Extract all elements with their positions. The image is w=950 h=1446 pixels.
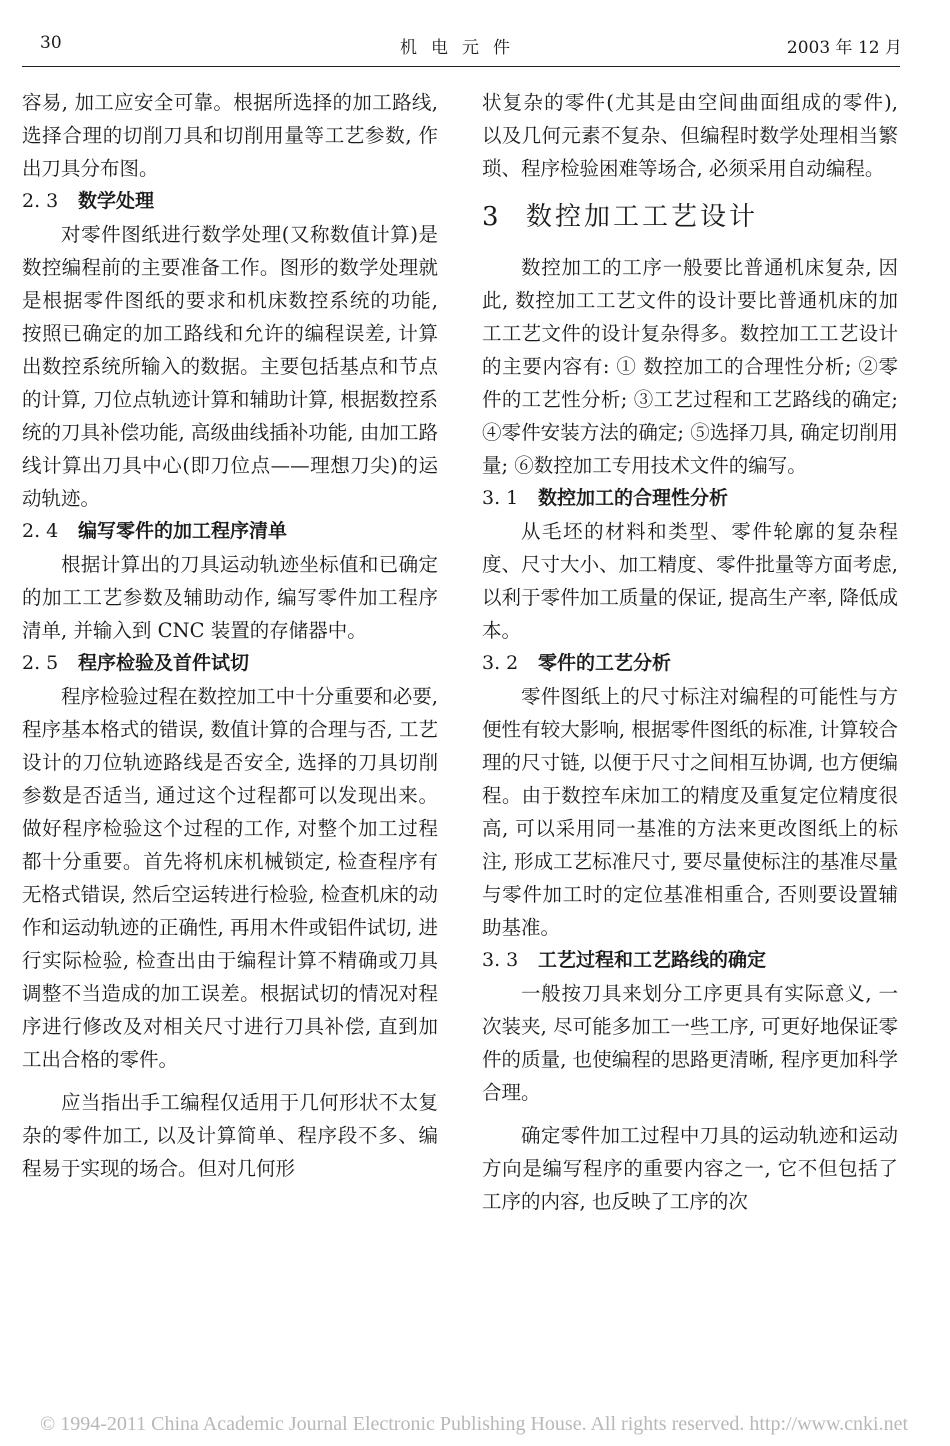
section-number: 2. 4 xyxy=(22,520,59,542)
section-number: 2. 3 xyxy=(22,190,59,212)
paragraph: 从毛坯的材料和类型、零件轮廓的复杂程度、尺寸大小、加工精度、零件批量等方面考虑, 以利于零件加工质量的保证, 提高生产率, 降低成本。 xyxy=(482,520,898,642)
right-column xyxy=(482,86,898,1218)
page-header xyxy=(22,33,902,63)
header-rule xyxy=(22,66,900,67)
paragraph: 应当指出手工编程仅适用于几何形状不太复杂的零件加工, 以及计算简单、程序段不多、编程易于实现的场合。但对几何形 xyxy=(22,1091,438,1180)
section-number: 3. 1 xyxy=(482,487,519,509)
section-title: 编写零件的加工程序清单 xyxy=(78,520,288,542)
paragraph: 状复杂的零件(尤其是由空间曲面组成的零件), 以及几何元素不复杂、但编程时数学处理相当繁琐、程序检验困难等场合, 必须采用自动编程。 xyxy=(482,91,898,180)
paragraph: 对零件图纸进行数学处理(又称数值计算)是数控编程前的主要准备工作。图形的数学处理就是根据零件图纸的要求和机床数控系统的功能, 按照已确定的加工路线和允许的编程误差, 计算出数控系统所输入的数据。主要包括基点和节点的计算, 刀位点轨迹计算和辅助计算, 根据数控系统的刀具补偿功能, 高级曲线插补功能, 由加工路线计算出刀具中心(即刀位点——理想刀尖)的运动轨迹。 xyxy=(22,223,438,510)
section-heading-2-5 xyxy=(22,647,438,680)
section-number: 2. 5 xyxy=(22,652,59,674)
left-column xyxy=(22,86,438,1185)
paragraph: 程序检验过程在数控加工中十分重要和必要, 程序基本格式的错误, 数值计算的合理与否, 工艺设计的刀位轨迹路线是否安全, 选择的刀具切削参数是否适当, 通过这个过程都可以发现出来。做好程序检验这个过程的工作, 对整个加工过程都十分重要。首先将机床机械锁定, 检查程序有无格式错误, 然后空运转进行检验, 检查机床的动作和运动轨迹的正确性, 再用木件或铝件试切, 进行实际检验, 检查出由于编程计算不精确或刀具调整不当造成的加工误差。根据试切的情况对程序进行修改及对相关尺寸进行刀具补偿, 直到加工出合格的零件。 xyxy=(22,685,438,1071)
copyright-watermark: © 1994-2011 China Academic Journal Electronic Publishing House. All rights reserved. http://www.cnki.net xyxy=(40,1413,909,1435)
paragraph: 一般按刀具来划分工序更具有实际意义, 一次装夹, 尽可能多加工一些工序, 可更好地保证零件的质量, 也使编程的思路更清晰, 程序更加科学合理。 xyxy=(482,982,898,1104)
section-heading-3-3 xyxy=(482,944,898,977)
section-heading-3-1 xyxy=(482,482,898,515)
paragraph: 零件图纸上的尺寸标注对编程的可能性与方便性有较大影响, 根据零件图纸的标准, 计算较合理的尺寸链, 以便于尺寸之间相互协调, 也方便编程。由于数控车床加工的精度及重复定位精度很高, 可以采用同一基准的方法来更改图纸上的标注, 形成工艺标准尺寸, 要尽量使标注的基准尽量与零件加工时的定位基准相重合, 否则要设置辅助基准。 xyxy=(482,685,898,939)
section-number: 3 xyxy=(482,202,499,232)
section-title: 数控加工工艺设计 xyxy=(526,202,759,232)
paragraph: 数控加工的工序一般要比普通机床复杂, 因此, 数控加工工艺文件的设计要比普通机床的加工工艺文件的设计复杂得多。数控加工工艺设计的主要内容有: ① 数控加工的合理性分析; ②零件的工艺性分析; ③工艺过程和工艺路线的确定; ④零件安装方法的确定; ⑤选择刀具, 确定切削用量; ⑥数控加工专用技术文件的编写。 xyxy=(482,256,898,477)
section-number: 3. 2 xyxy=(482,652,519,674)
section-title: 程序检验及首件试切 xyxy=(78,652,250,674)
journal-name: 机电元件 xyxy=(400,38,524,58)
paragraph: 确定零件加工过程中刀具的运动轨迹和运动方向是编写程序的重要内容之一, 它不但包括了工序的内容, 也反映了工序的次 xyxy=(482,1124,898,1213)
section-title: 数控加工的合理性分析 xyxy=(538,487,729,509)
page-number: 30 xyxy=(40,33,62,53)
paragraph: 容易, 加工应安全可靠。根据所选择的加工路线, 选择合理的切削刀具和切削用量等工艺参数, 作出刀具分布图。 xyxy=(22,91,438,180)
section-title: 数学处理 xyxy=(78,190,155,212)
issue-date: 2003 年 12 月 xyxy=(786,38,902,58)
section-title: 零件的工艺分析 xyxy=(538,652,672,674)
section-number: 3. 3 xyxy=(482,949,519,971)
section-heading-2-3 xyxy=(22,185,438,218)
section-heading-2-4 xyxy=(22,515,438,548)
section-title: 工艺过程和工艺路线的确定 xyxy=(538,949,767,971)
paragraph: 根据计算出的刀具运动轨迹坐标值和已确定的加工工艺参数及辅助动作, 编写零件加工程序清单, 并输入到 CNC 装置的存储器中。 xyxy=(22,553,438,642)
section-heading-3-2 xyxy=(482,647,898,680)
section-heading-3 xyxy=(482,197,898,237)
